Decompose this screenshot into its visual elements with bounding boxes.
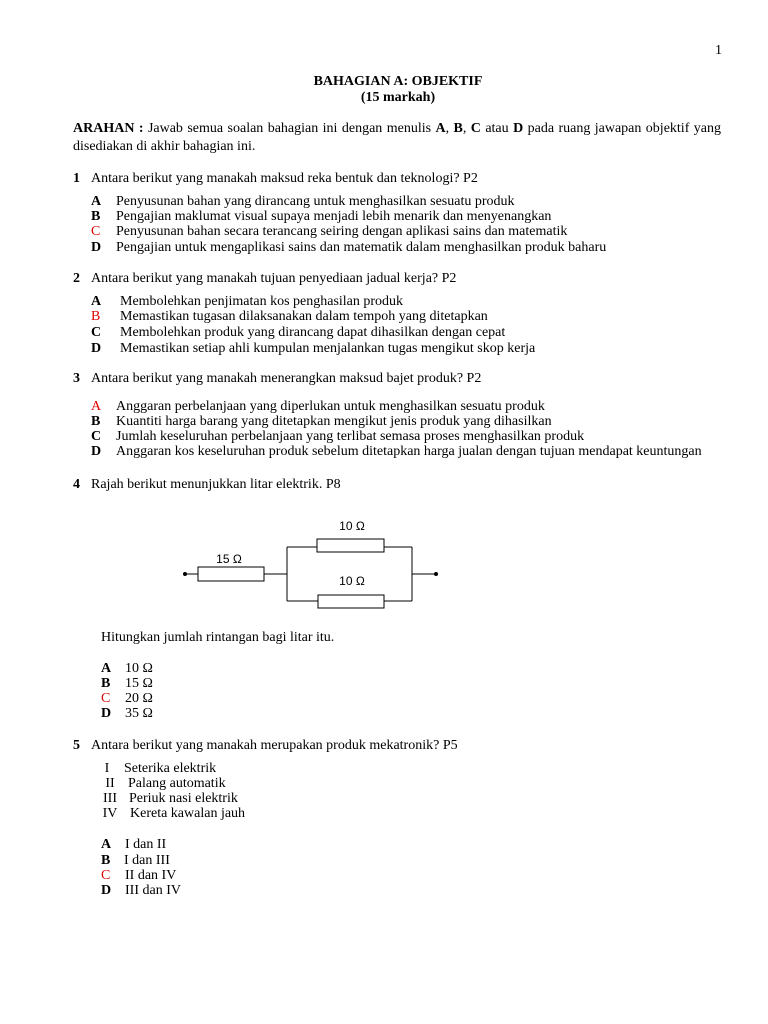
statement-numeral: I: [104, 761, 110, 776]
statement-numeral: III: [103, 791, 117, 806]
option-5a: [101, 837, 166, 853]
instr-letter-d: D: [513, 121, 524, 136]
option-text: Memastikan tugasan dilaksanakan dalam tempoh yang ditetapkan: [120, 309, 488, 324]
statement-text: Kereta kawalan jauh: [130, 806, 246, 821]
instr-sep: ,: [462, 121, 471, 136]
option-letter-answer: C: [91, 224, 101, 239]
question-number: 1: [73, 171, 80, 186]
option-text: Pengajian maklumat visual supaya menjadi lebih menarik dan menyenangkan: [116, 209, 552, 224]
question-number: 2: [73, 271, 80, 286]
label-r-bottom: 10 Ω: [339, 574, 365, 588]
option-letter: A: [101, 837, 112, 852]
option-letter: B: [101, 853, 111, 868]
label-r-series: 15 Ω: [216, 552, 242, 566]
option-letter: D: [91, 341, 102, 356]
option-letter: A: [91, 194, 102, 209]
instructions-text: Jawab semua soalan bahagian ini dengan menulis: [143, 121, 436, 136]
option-letter: D: [91, 240, 102, 255]
question-4-prompt: Hitungkan jumlah rintangan bagi litar itu.: [101, 630, 335, 645]
option-text: II dan IV: [125, 868, 177, 883]
question-number: 5: [73, 738, 80, 753]
option-letter: A: [91, 294, 102, 309]
option-letter: D: [101, 883, 112, 898]
option-text: Penyusunan bahan secara terancang seiring dengan aplikasi sains dan matematik: [116, 224, 568, 239]
option-text: III dan IV: [125, 883, 181, 898]
question-number: 3: [73, 371, 80, 386]
question-text: Rajah berikut menunjukkan litar elektrik. P8: [91, 477, 341, 492]
statement-text: Periuk nasi elektrik: [129, 791, 238, 806]
option-5b: [101, 853, 170, 869]
option-text: 20 Ω: [125, 691, 153, 706]
statement-ii: [98, 776, 226, 792]
option-text: Penyusunan bahan yang dirancang untuk menghasilkan sesuatu produk: [116, 194, 515, 209]
instr-letter-a: A: [435, 121, 446, 136]
statement-numeral: II: [105, 776, 115, 791]
option-letter-answer: C: [101, 691, 111, 706]
option-letter: B: [91, 414, 101, 429]
option-text: Pengajian untuk mengaplikasi sains dan matematik dalam menghasilkan produk baharu: [116, 240, 607, 255]
statement-numeral: IV: [102, 806, 118, 821]
option-letter: A: [101, 661, 112, 676]
section-marks: (15 markah): [360, 90, 436, 105]
option-text: Membolehkan produk yang dirancang dapat dihasilkan dengan cepat: [120, 325, 506, 340]
option-letter: D: [91, 444, 102, 459]
label-r-top: 10 Ω: [339, 519, 365, 533]
option-text: Kuantiti harga barang yang ditetapkan mengikut jenis produk yang dihasilkan: [116, 414, 552, 429]
question-text: Antara berikut yang manakah merupakan produk mekatronik? P5: [91, 738, 458, 753]
question-text: Antara berikut yang manakah maksud reka bentuk dan teknologi? P2: [91, 171, 478, 186]
option-letter: B: [101, 676, 111, 691]
resistor-10-bottom: [318, 595, 384, 608]
statement-iii: [98, 791, 238, 807]
option-5d: [101, 883, 181, 899]
option-letter-answer: C: [101, 868, 111, 883]
option-4b: [101, 676, 153, 692]
statement-i: [98, 761, 216, 777]
option-text: Memastikan setiap ahli kumpulan menjalankan tugas mengikut skop kerja: [120, 341, 536, 356]
instructions-text-end: pada ruang jawapan objektif yang disediakan di akhir bahagian ini.: [73, 121, 721, 154]
instr-sep: atau: [480, 121, 514, 136]
section-title: BAHAGIAN A: OBJEKTIF: [313, 74, 483, 89]
instr-letter-b: B: [453, 121, 463, 136]
option-text: 15 Ω: [125, 676, 153, 691]
statement-text: Seterika elektrik: [124, 761, 217, 776]
option-letter: D: [101, 706, 112, 721]
option-4d: [101, 706, 153, 722]
instr-letter-c: C: [470, 121, 481, 136]
option-text: Anggaran kos keseluruhan produk sebelum ditetapkan harga jualan dengan tujuan mendapat keuntungan: [116, 444, 702, 459]
option-text: I dan III: [124, 853, 170, 868]
option-letter-answer: B: [91, 309, 101, 324]
option-text: I dan II: [125, 837, 167, 852]
option-letter-answer: A: [91, 399, 102, 414]
option-4c: [101, 691, 153, 707]
option-letter: C: [91, 429, 102, 444]
question-text: Antara berikut yang manakah menerangkan maksud bajet produk? P2: [91, 371, 482, 386]
resistor-15: [198, 567, 264, 581]
option-text: 10 Ω: [125, 661, 153, 676]
option-4a: [101, 661, 153, 677]
statement-iv: [98, 806, 245, 822]
terminal-left: [183, 572, 187, 576]
option-5c: [101, 868, 176, 884]
statement-text: Palang automatik: [128, 776, 226, 791]
page-number: 1: [715, 43, 722, 58]
option-text: Jumlah keseluruhan perbelanjaan yang terlibat semasa proses menghasilkan produk: [116, 429, 585, 444]
option-letter: C: [91, 325, 102, 340]
question-5: [73, 738, 458, 754]
instructions-label: ARAHAN :: [73, 121, 144, 136]
option-text: 35 Ω: [125, 706, 153, 721]
question-text: Antara berikut yang manakah tujuan penyediaan jadual kerja? P2: [91, 271, 457, 286]
option-text: Membolehkan penjimatan kos penghasilan produk: [120, 294, 404, 309]
option-text: Anggaran perbelanjaan yang diperlukan untuk menghasilkan sesuatu produk: [116, 399, 545, 414]
question-number: 4: [73, 477, 80, 492]
option-letter: B: [91, 209, 101, 224]
instr-sep: ,: [445, 121, 454, 136]
terminal-right: [434, 572, 438, 576]
resistor-10-top: [317, 539, 384, 552]
